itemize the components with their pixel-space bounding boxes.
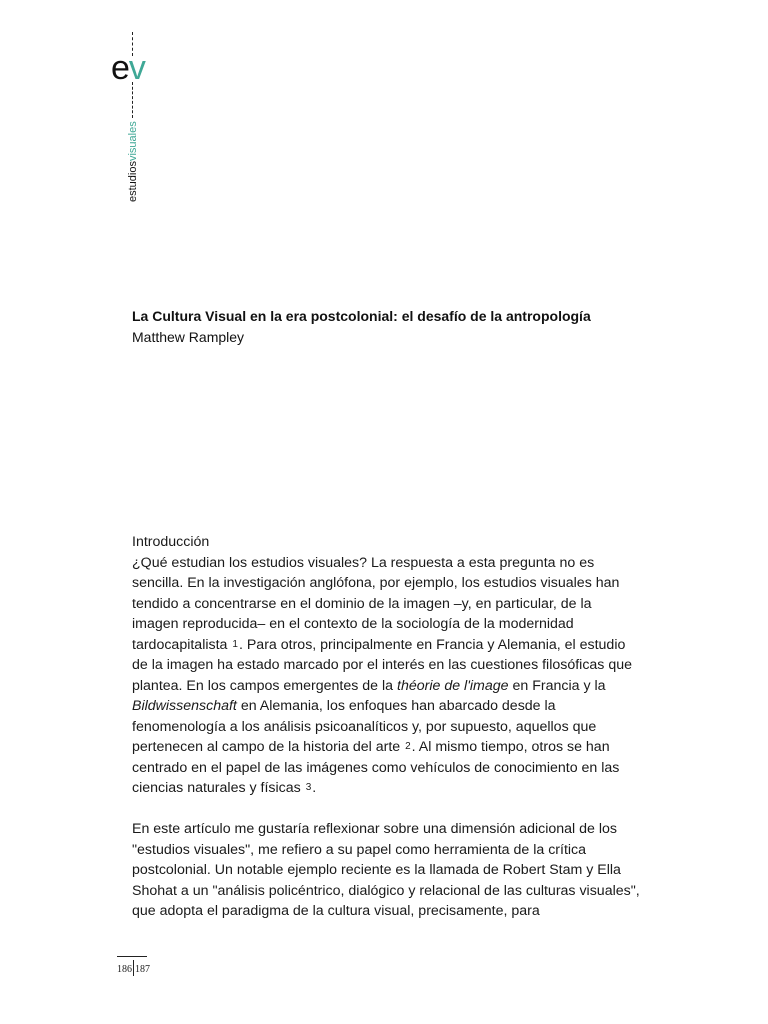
page-number-rule [117,956,147,957]
journal-name-part-estudios: estudios [127,161,139,202]
second-paragraph: En este artículo me gustaría reflexionar sobre una dimensión adicional de los "estudios visuales", me refiero a su papel como herramienta de la crítica postcolonial. Un notable ejemplo reciente es la llamada de Robert Stam y Ella Shohat a un "análisis policéntrico, dialógico y relacional de las culturas visuales", que adopta el paradigma de la cultura visual, precisamente, para [132,821,640,919]
section-heading-introduccion: Introducción [132,534,210,550]
footnote-ref-1: 1 [232,638,238,650]
paragraph-spacer [132,799,640,820]
vertical-journal-name [127,121,139,202]
page-numbers [117,960,150,977]
journal-logo [111,48,145,88]
page-number-right: 187 [135,964,150,975]
intro-paragraph [132,532,640,799]
intro-text-segment-3: en Francia y la [508,677,606,694]
intro-text-segment-4: en Alemania, los enfoques han abarcado desde la fenomenología a los análisis psicoanalíticos y, por supuesto, aquellos que pertenecen al campo de la historia del arte [132,698,597,755]
logo-letter-v: v [128,49,145,87]
article-body [132,532,640,922]
journal-name-part-visuales: visuales [127,121,139,162]
intro-text-segment-2: . Para otros, principalmente en Francia y Alemania, el estudio de la imagen ha estado marcado por el interés en las cuestiones filosóficas que plantea. En los campos emergentes de la [132,636,633,694]
footnote-ref-3: 3 [305,782,312,793]
italic-theorie-de-limage: théorie de l'image [397,677,509,694]
intro-text-segment-1: ¿Qué estudian los estudios visuales? La respuesta a esta pregunta no es sencilla. En la investigación anglófona, por ejemplo, los estudios visuales han tendido a concentrarse en el dominio de la imagen –y, en particular, de la imagen reproducida– en el contexto de la sociología de la modernidad tardocapitalista [132,554,620,653]
italic-bildwissenschaft: Bildwissenschaft [132,698,237,714]
intro-text-segment-6: . [312,780,317,796]
page-number-left: 186 [117,964,132,975]
footnote-ref-2: 2 [405,741,411,752]
article-title: La Cultura Visual en la era postcolonial: el desafío de la antropología [132,308,591,324]
logo-letter-e: e [111,49,129,87]
page-number-separator [133,960,134,976]
intro-text-segment-5: . Al mismo tiempo, otros se han centrado en el papel de las imágenes como vehículos de conocimiento en las ciencias naturales y físicas [132,739,620,796]
article-author: Matthew Rampley [132,329,245,345]
